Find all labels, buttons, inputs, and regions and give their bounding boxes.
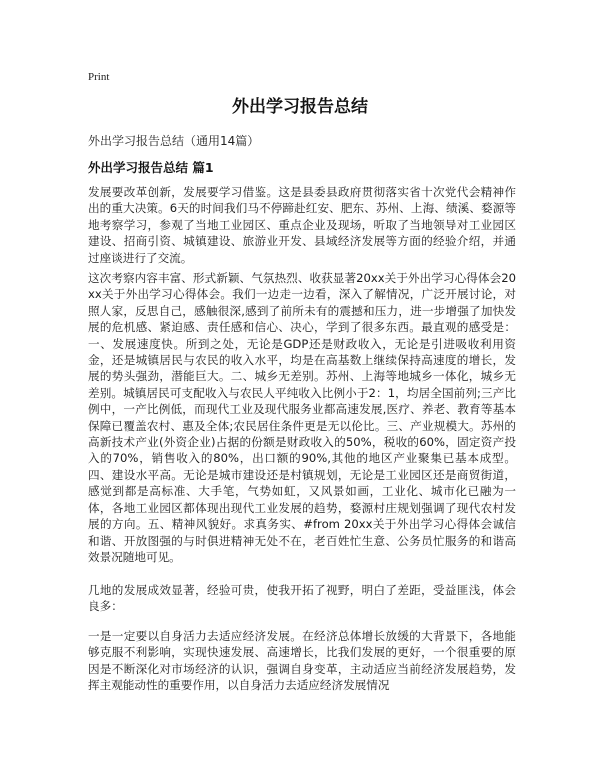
paragraph-summary: 几地的发展成效显著，经验可贵，使我开拓了视野，明白了差距，受益匪浅，体会良多： <box>88 583 516 614</box>
print-link[interactable]: Print <box>88 71 110 83</box>
paragraph-observations: 这次考察内容丰富、形式新颖、气氛热烈、收获显著20xx关于外出学习心得体会20xx关于外出学习心得体会。我们一边走一边看，深入了解情况，广泛开展讨论，对照人家，反思自己，感触很深,感到了前所未有的震撼和压力，进一步增强了加快发展的危机感、紧迫感、责任感和信心、决心，学到了很多东西。最直观的感受是：一、发展速度快。所到之处，无论是GDP还是财政收入，无论是引进吸收利用资金，还是城镇居民与农民的收入水平，均是在高基数上继续保持高速度的增长，发展的势头强劲，潜能巨大。二、城乡无差别。苏州、上海等地城乡一体化，城乡无差别。城镇居民可支配收入与农民人平纯收入比例小于2：1，均居全国前列;三产比例中，一产比例低，而现代工业及现代服务业都高速发展,医疗、养老、教育等基本保障已覆盖农村、惠及全体;农民居住条件更是无以伦比。三、产业规模大。苏州的高新技术产业(外资企业)占据的份额是财政收入的50%，税收的60%，固定资产投入的70%，销售收入的80%，出口额的90%,其他的地区产业聚集已基本成型。四、建设水平高。无论是城市建设还是村镇规划，无论是工业园区还是商贸街道，感觉到都是高标准、大手笔，气势如虹，又风景如画，工业化、城市化已融为一体，各地工业园区都体现出现代工业发展的趋势，婺源村庄规划强调了现代农村发展的方向。五、精神风貌好。求真务实、#from 20xx关于外出学习心得体会诚信和谐、开放图强的与时俱进精神无处不在，老百姓忙生意、公务员忙服务的和谐高效景况随地可见。 <box>88 271 516 564</box>
section-heading: 外出学习报告总结 篇1 <box>88 160 214 175</box>
document-title: 外出学习报告总结 <box>232 97 368 117</box>
paragraph-intro: 发展要改革创新，发展要学习借鉴。这是县委县政府贯彻落实省十次党代会精神作出的重大决策。6天的时间我们马不停蹄赴红安、肥东、苏州、上海、绩溪、婺源等地考察学习，参观了当地工业园区、重点企业及现场，听取了当地领导对工业园区建设、招商引资、城镇建设、旅游业开发、县域经济发展等方面的经验介绍，并通过座谈进行了交流。 <box>88 185 516 265</box>
document-subtitle: 外出学习报告总结（通用14篇） <box>88 134 260 148</box>
paragraph-point-one: 一是一定要以自身活力去适应经济发展。在经济总体增长放缓的大背景下，各地能够克服不利影响，实现快速发展、高速增长，比我们发展的更好，一个很重要的原因是不断深化对市场经济的认识，强调自身变革，主动适应当前经济发展趋势，发挥主观能动性的重要作用，以自身活力去适应经济发展情况 <box>88 629 516 693</box>
